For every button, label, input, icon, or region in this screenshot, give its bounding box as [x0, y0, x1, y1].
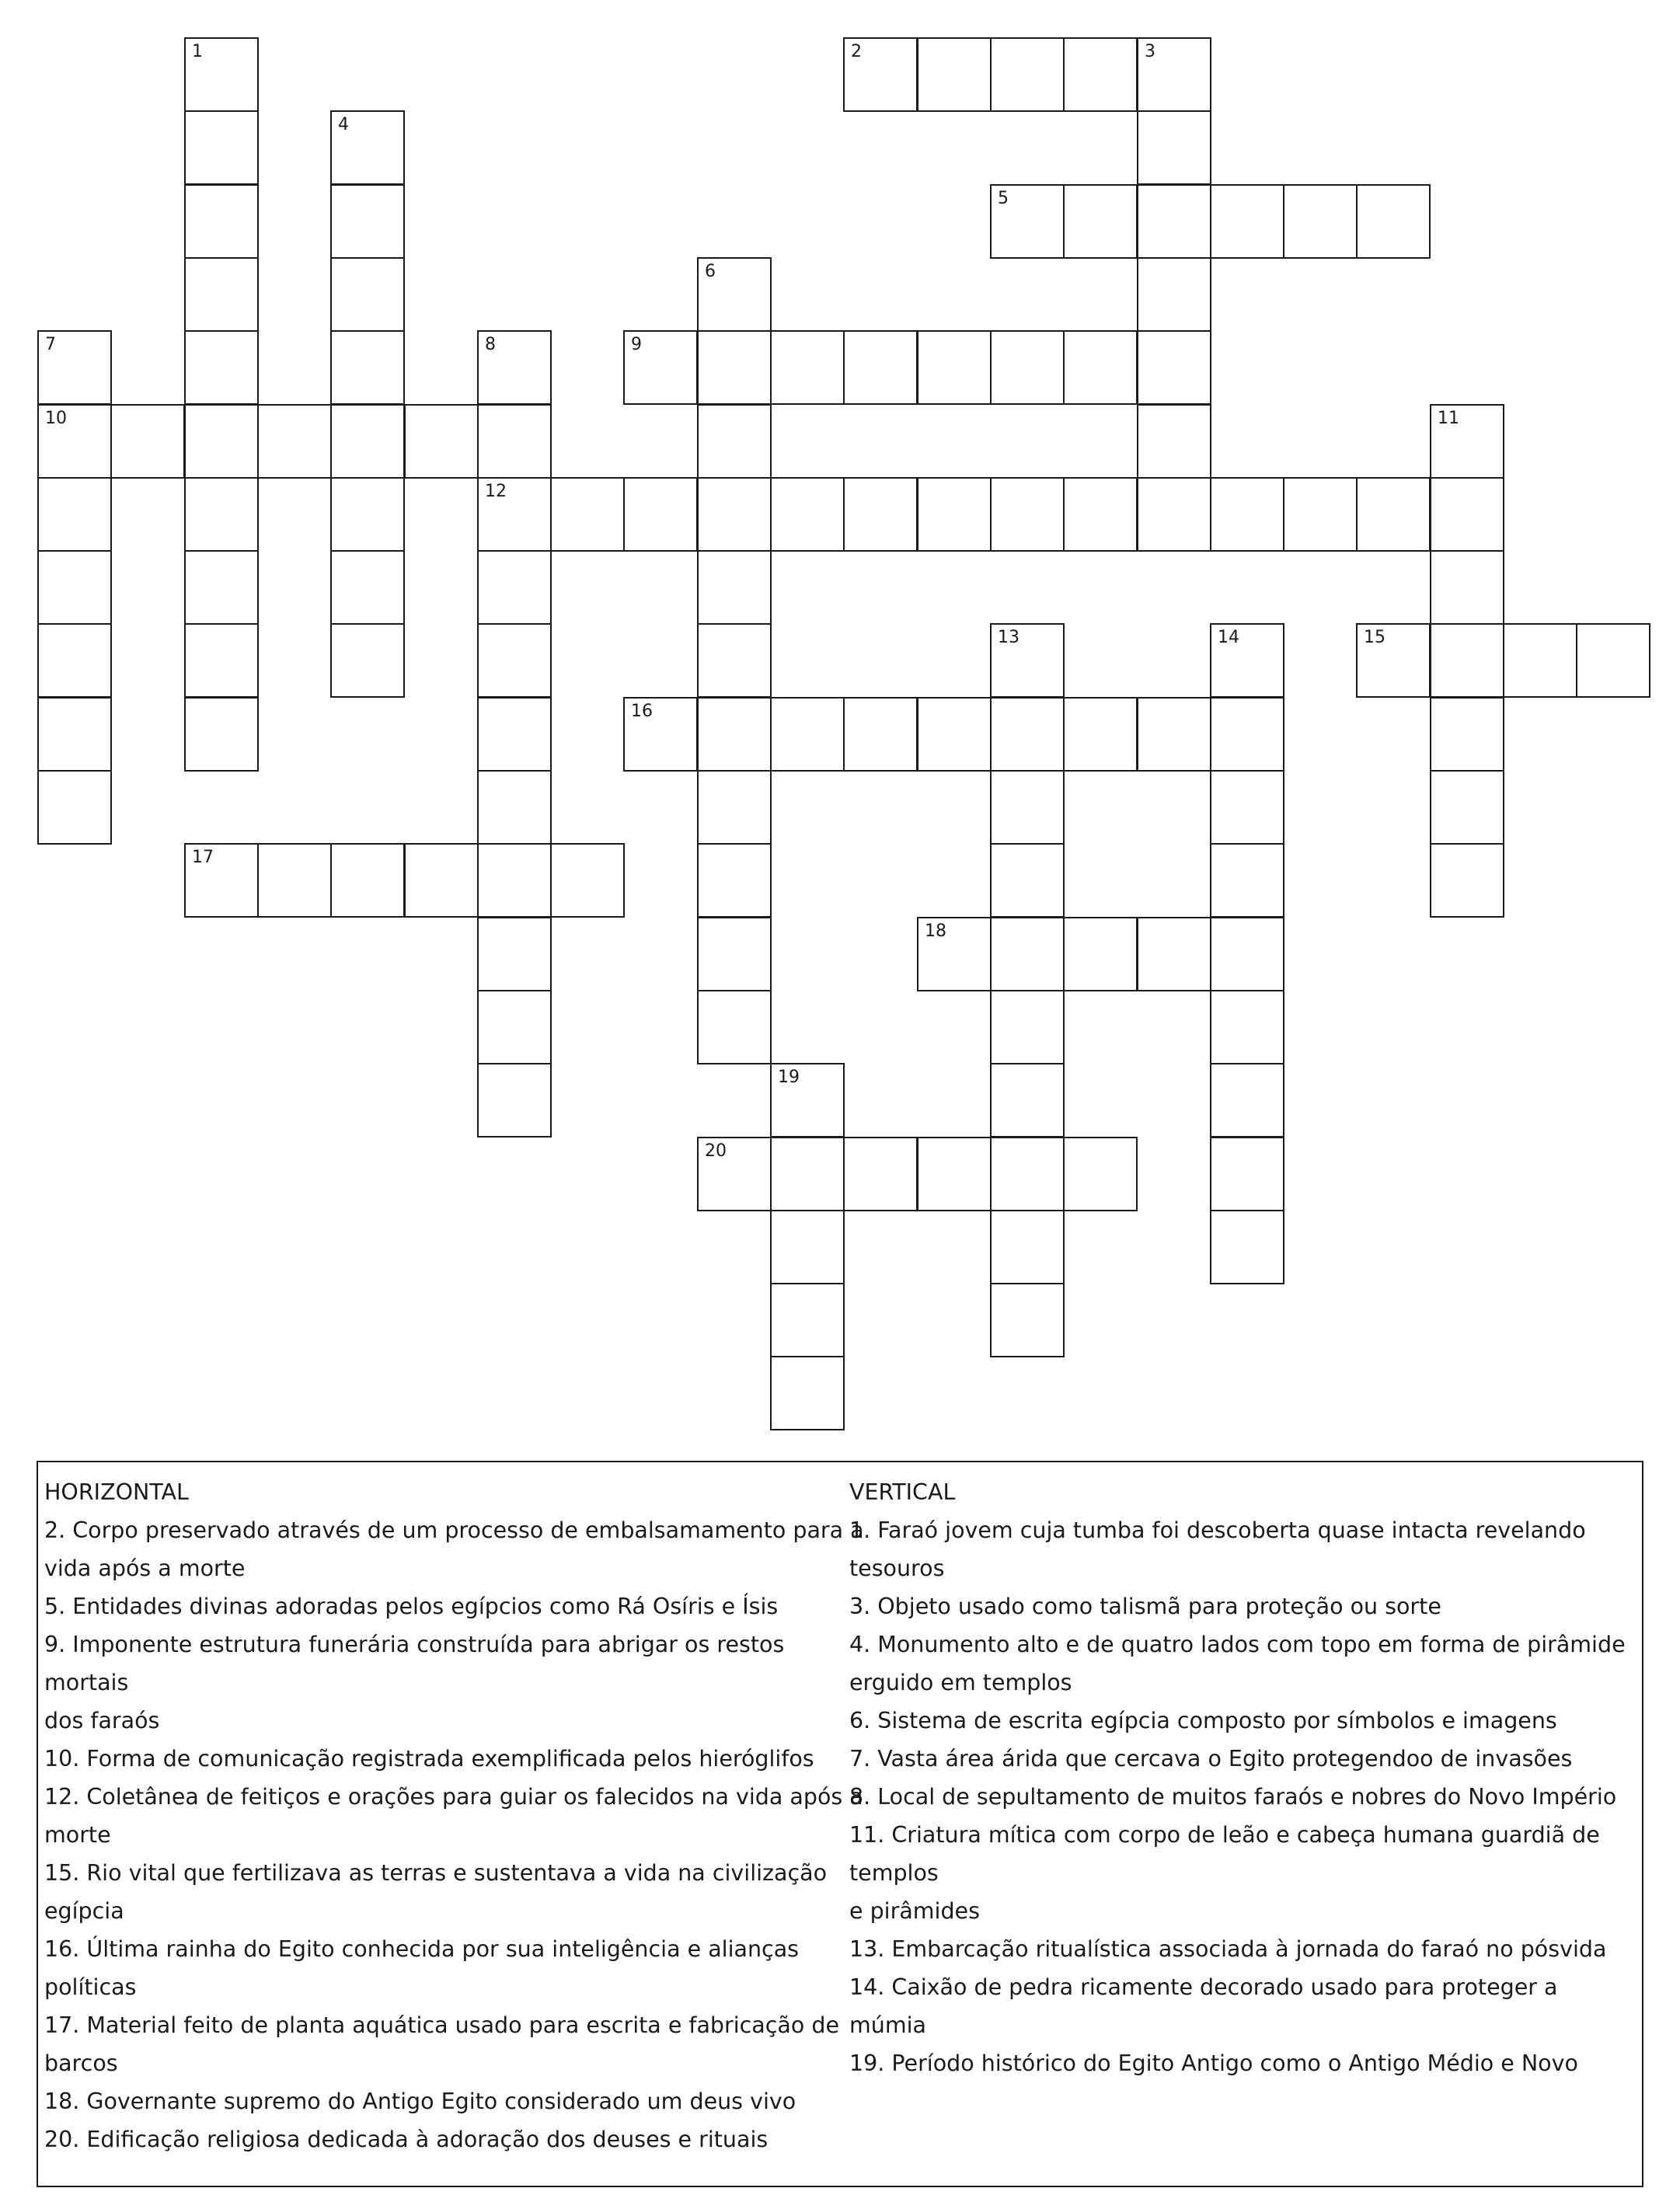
- grid-cell[interactable]: [477, 477, 552, 552]
- grid-cell[interactable]: [110, 404, 185, 479]
- horizontal-clues: [44, 1473, 868, 2158]
- vertical-clue-line: 6. Sistema de escrita egípcia composto por símbolos e imagens: [849, 1708, 1557, 1733]
- horizontal-clue-line: 10. Forma de comunicação registrada exemplificada pelos hieróglifos: [44, 1746, 814, 1772]
- grid-cell[interactable]: [1430, 404, 1504, 479]
- grid-cell[interactable]: [697, 770, 772, 845]
- grid-cell[interactable]: [917, 917, 992, 991]
- horizontal-clue-line: 20. Edificação religiosa dedicada à adoração dos deuses e rituais: [44, 2127, 769, 2152]
- grid-cell[interactable]: [1210, 184, 1284, 259]
- grid-cell[interactable]: [1210, 990, 1284, 1064]
- grid-cell[interactable]: [697, 917, 772, 991]
- vertical-clue-line: 8. Local de sepultamento de muitos faraós e nobres do Novo Império: [849, 1784, 1617, 1810]
- grid-cell[interactable]: [1356, 623, 1431, 698]
- clue-number: 6: [705, 262, 716, 281]
- grid-cell[interactable]: [37, 477, 112, 552]
- horizontal-clue-line: 15. Rio vital que fertilizava as terras e sustentava a vida na civilização: [44, 1860, 828, 1886]
- clue-number: 14: [1218, 628, 1239, 647]
- horizontal-clue-line: 18. Governante supremo do Antigo Egito considerado um deus vivo: [44, 2089, 796, 2114]
- grid-cell[interactable]: [184, 330, 259, 405]
- grid-cell[interactable]: [1137, 257, 1211, 332]
- vertical-clue-line: 7. Vasta área árida que cercava o Egito protegendoo de invasões: [849, 1746, 1573, 1772]
- grid-cell[interactable]: [917, 477, 992, 552]
- grid-cell[interactable]: [843, 477, 918, 552]
- grid-cell[interactable]: [477, 697, 552, 772]
- grid-cell[interactable]: [843, 330, 918, 405]
- grid-cell[interactable]: [37, 330, 112, 405]
- grid-cell[interactable]: [697, 330, 772, 405]
- grid-cell[interactable]: [1137, 110, 1211, 185]
- grid-cell[interactable]: [1210, 843, 1284, 918]
- grid-cell[interactable]: [623, 330, 698, 405]
- grid-cell[interactable]: [697, 257, 772, 332]
- grid-cell[interactable]: [1576, 623, 1650, 698]
- horizontal-clue-line: egípcia: [44, 1898, 124, 1924]
- grid-cell[interactable]: [990, 990, 1065, 1064]
- grid-cell[interactable]: [37, 697, 112, 772]
- grid-cell[interactable]: [1210, 917, 1284, 991]
- horizontal-clue-line: vida após a morte: [44, 1556, 246, 1581]
- grid-cell[interactable]: [477, 770, 552, 845]
- grid-cell[interactable]: [477, 1063, 552, 1138]
- grid-cell[interactable]: [990, 917, 1065, 991]
- vertical-clue-line: 14. Caixão de pedra ricamente decorado usado para proteger a múmia: [849, 1974, 1558, 2038]
- grid-cell[interactable]: [1137, 697, 1211, 772]
- clue-number: 12: [485, 482, 507, 501]
- horizontal-clue-line: 9. Imponente estrutura funerária construída para abrigar os restos mortais: [44, 1632, 785, 1695]
- grid-cell[interactable]: [770, 1210, 845, 1284]
- grid-cell[interactable]: [330, 550, 405, 625]
- grid-cell[interactable]: [697, 1137, 772, 1211]
- grid-cell[interactable]: [477, 990, 552, 1064]
- grid-cell[interactable]: [330, 184, 405, 259]
- grid-cell[interactable]: [477, 623, 552, 698]
- grid-cell[interactable]: [477, 917, 552, 991]
- grid-cell[interactable]: [330, 477, 405, 552]
- grid-cell[interactable]: [1137, 37, 1211, 112]
- clue-number: 15: [1364, 628, 1385, 647]
- clue-number: 7: [45, 335, 56, 354]
- grid-cell[interactable]: [330, 843, 405, 918]
- grid-cell[interactable]: [550, 843, 625, 918]
- grid-cell[interactable]: [990, 1210, 1065, 1284]
- grid-cell[interactable]: [1210, 623, 1284, 698]
- clue-number: 4: [338, 115, 349, 134]
- grid-cell[interactable]: [990, 843, 1065, 918]
- grid-cell[interactable]: [184, 404, 259, 479]
- grid-cell[interactable]: [477, 330, 552, 405]
- grid-cell[interactable]: [990, 623, 1065, 698]
- vertical-clue-list: [849, 1511, 1634, 2082]
- clue-number: 3: [1145, 42, 1155, 61]
- grid-cell[interactable]: [37, 770, 112, 845]
- grid-cell[interactable]: [697, 404, 772, 479]
- grid-cell[interactable]: [37, 623, 112, 698]
- grid-cell[interactable]: [623, 697, 698, 772]
- grid-cell[interactable]: [917, 330, 992, 405]
- clue-number: 18: [925, 922, 946, 941]
- grid-cell[interactable]: [1063, 37, 1138, 112]
- grid-cell[interactable]: [917, 1137, 992, 1211]
- grid-cell[interactable]: [184, 623, 259, 698]
- horizontal-clue-line: barcos: [44, 2050, 118, 2076]
- vertical-clue-line: 1. Faraó jovem cuja tumba foi descoberta quase intacta revelando tesouros: [849, 1517, 1586, 1581]
- grid-cell[interactable]: [330, 404, 405, 479]
- vertical-clue-line: erguido em templos: [849, 1670, 1072, 1695]
- clue-number: 5: [998, 189, 1009, 208]
- grid-cell[interactable]: [1283, 477, 1358, 552]
- horizontal-clue-list: [44, 1511, 868, 2158]
- grid-cell[interactable]: [1137, 917, 1211, 991]
- grid-cell[interactable]: [697, 550, 772, 625]
- grid-cell[interactable]: [697, 697, 772, 772]
- grid-cell[interactable]: [770, 477, 845, 552]
- horizontal-clue-line: políticas: [44, 1974, 137, 2000]
- clue-number: 9: [631, 335, 642, 354]
- grid-cell[interactable]: [770, 330, 845, 405]
- clue-number: 17: [192, 848, 214, 867]
- grid-cell[interactable]: [1063, 697, 1138, 772]
- grid-cell[interactable]: [770, 1356, 845, 1430]
- grid-cell[interactable]: [1283, 184, 1358, 259]
- grid-cell[interactable]: [843, 697, 918, 772]
- grid-cell[interactable]: [1430, 623, 1504, 698]
- grid-cell[interactable]: [917, 37, 992, 112]
- grid-cell[interactable]: [623, 477, 698, 552]
- grid-cell[interactable]: [770, 1283, 845, 1357]
- horizontal-clue-line: morte: [44, 1822, 111, 1848]
- grid-cell[interactable]: [990, 1063, 1065, 1138]
- grid-cell[interactable]: [1063, 330, 1138, 405]
- clue-number: 16: [631, 702, 653, 721]
- grid-cell[interactable]: [1430, 843, 1504, 918]
- grid-cell[interactable]: [1503, 623, 1577, 698]
- grid-cell[interactable]: [550, 477, 625, 552]
- grid-cell[interactable]: [477, 843, 552, 918]
- clue-number: 19: [778, 1068, 800, 1087]
- grid-cell[interactable]: [697, 843, 772, 918]
- grid-cell[interactable]: [1210, 697, 1284, 772]
- grid-cell[interactable]: [1210, 770, 1284, 845]
- vertical-clue-line: 13. Embarcação ritualística associada à jornada do faraó no pósvida: [849, 1936, 1607, 1962]
- grid-cell[interactable]: [1137, 404, 1211, 479]
- grid-cell[interactable]: [37, 404, 112, 479]
- grid-cell[interactable]: [184, 477, 259, 552]
- grid-cell[interactable]: [1430, 697, 1504, 772]
- grid-cell[interactable]: [990, 1283, 1065, 1357]
- grid-cell[interactable]: [404, 843, 479, 918]
- grid-cell[interactable]: [770, 1063, 845, 1138]
- grid-cell[interactable]: [37, 550, 112, 625]
- vertical-clue-line: 3. Objeto usado como talismã para proteção ou sorte: [849, 1594, 1441, 1619]
- grid-cell[interactable]: [1210, 1210, 1284, 1284]
- grid-cell[interactable]: [1430, 770, 1504, 845]
- vertical-title: VERTICAL: [849, 1479, 956, 1505]
- grid-cell[interactable]: [184, 843, 259, 918]
- grid-cell[interactable]: [1210, 1063, 1284, 1138]
- grid-cell[interactable]: [697, 990, 772, 1064]
- horizontal-clue-line: 16. Última rainha do Egito conhecida por sua inteligência e alianças: [44, 1936, 800, 1962]
- grid-cell[interactable]: [990, 477, 1065, 552]
- vertical-clue-line: 4. Monumento alto e de quatro lados com topo em forma de pirâmide: [849, 1632, 1626, 1657]
- grid-cell[interactable]: [1063, 1137, 1138, 1211]
- grid-cell[interactable]: [1430, 477, 1504, 552]
- grid-cell[interactable]: [404, 404, 479, 479]
- grid-cell[interactable]: [1356, 184, 1431, 259]
- grid-cell[interactable]: [1063, 477, 1138, 552]
- horizontal-title: HORIZONTAL: [44, 1479, 189, 1505]
- clue-number: 1: [192, 42, 203, 61]
- clue-number: 20: [705, 1141, 727, 1161]
- grid-cell[interactable]: [1137, 330, 1211, 405]
- grid-cell[interactable]: [257, 404, 332, 479]
- grid-cell[interactable]: [1137, 184, 1211, 259]
- grid-cell[interactable]: [1356, 477, 1431, 552]
- clues-panel: [37, 1461, 1643, 2187]
- grid-cell[interactable]: [257, 843, 332, 918]
- grid-cell[interactable]: [477, 550, 552, 625]
- grid-cell[interactable]: [770, 697, 845, 772]
- clue-number: 2: [851, 42, 862, 61]
- grid-cell[interactable]: [184, 697, 259, 772]
- grid-cell[interactable]: [184, 110, 259, 185]
- clue-number: 11: [1438, 409, 1459, 428]
- clue-number: 10: [45, 409, 67, 428]
- grid-cell[interactable]: [1210, 477, 1284, 552]
- grid-cell[interactable]: [697, 623, 772, 698]
- horizontal-clue-line: 5. Entidades divinas adoradas pelos egípcios como Rá Osíris e Ísis: [44, 1594, 779, 1619]
- grid-cell[interactable]: [184, 550, 259, 625]
- grid-cell[interactable]: [184, 37, 259, 112]
- grid-cell[interactable]: [1210, 1137, 1284, 1211]
- clue-number: 8: [485, 335, 496, 354]
- horizontal-clue-line: 2. Corpo preservado através de um processo de embalsamamento para a: [44, 1517, 864, 1543]
- grid-cell[interactable]: [843, 1137, 918, 1211]
- grid-cell[interactable]: [990, 770, 1065, 845]
- horizontal-clue-line: 17. Material feito de planta aquática usado para escrita e fabricação de: [44, 2012, 840, 2038]
- grid-cell[interactable]: [1430, 550, 1504, 625]
- vertical-clue-line: e pirâmides: [849, 1898, 980, 1924]
- grid-cell[interactable]: [1137, 477, 1211, 552]
- grid-cell[interactable]: [697, 477, 772, 552]
- vertical-clues: [849, 1473, 1634, 2082]
- grid-cell[interactable]: [990, 37, 1065, 112]
- grid-cell[interactable]: [330, 257, 405, 332]
- vertical-clue-line: 11. Criatura mítica com corpo de leão e cabeça humana guardiã de templos: [849, 1822, 1600, 1886]
- grid-cell[interactable]: [1063, 917, 1138, 991]
- grid-cell[interactable]: [770, 1137, 845, 1211]
- grid-cell[interactable]: [990, 1137, 1065, 1211]
- vertical-clue-line: 19. Período histórico do Egito Antigo como o Antigo Médio e Novo: [849, 2050, 1578, 2076]
- grid-cell[interactable]: [1063, 184, 1138, 259]
- clue-number: 13: [998, 628, 1020, 647]
- grid-cell[interactable]: [990, 330, 1065, 405]
- grid-cell[interactable]: [843, 37, 918, 112]
- grid-cell[interactable]: [184, 257, 259, 332]
- grid-cell[interactable]: [184, 184, 259, 259]
- horizontal-clue-line: 12. Coletânea de feitiços e orações para guiar os falecidos na vida após a: [44, 1784, 863, 1810]
- grid-cell[interactable]: [477, 404, 552, 479]
- horizontal-clue-line: dos faraós: [44, 1708, 160, 1733]
- grid-cell[interactable]: [990, 697, 1065, 772]
- grid-cell[interactable]: [330, 110, 405, 185]
- grid-cell[interactable]: [990, 184, 1065, 259]
- grid-cell[interactable]: [917, 697, 992, 772]
- grid-cell[interactable]: [330, 330, 405, 405]
- grid-cell[interactable]: [330, 623, 405, 698]
